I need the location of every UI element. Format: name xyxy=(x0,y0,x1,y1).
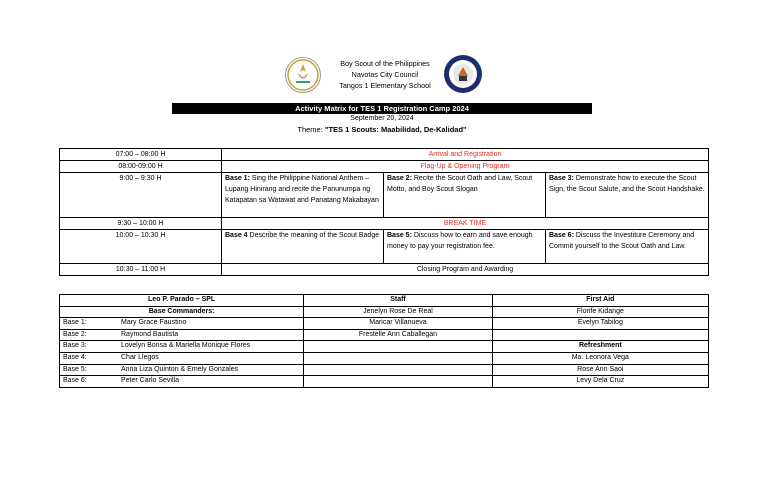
table-row xyxy=(60,318,709,330)
base6-title: Base 6: xyxy=(549,232,574,239)
base2-title: Base 2: xyxy=(387,175,412,182)
base1-cell xyxy=(222,173,384,218)
base6-text: Discuss the Investiture Ceremony and Commit yourself to the Scout Oath and Law. xyxy=(549,232,695,250)
refreshment-heading: Refreshment xyxy=(492,341,708,353)
table-row xyxy=(60,161,709,173)
base-label: Base 1: xyxy=(63,319,87,327)
event-date: September 20, 2024 xyxy=(350,115,414,122)
table-row xyxy=(60,173,709,218)
commander-name: Anna Liza Quinton & Emely Gonzales xyxy=(121,365,239,373)
base-label: Base 4: xyxy=(63,353,87,361)
table-row xyxy=(60,306,709,318)
theme-line xyxy=(172,125,592,134)
base4-text: Describe the meaning of the Scout Badge xyxy=(247,232,380,239)
table-row xyxy=(60,329,709,341)
refreshment-name: Ma. Leonora Vega xyxy=(492,352,708,364)
empty-cell xyxy=(304,376,492,388)
schedule-table xyxy=(59,148,709,276)
base-label: Base 3: xyxy=(63,342,87,350)
activity-cell: Flag-Up & Opening Program xyxy=(222,161,709,173)
base2-text: Recite the Scout Oath and Law, Scout Motto, and Boy Scout Slogan xyxy=(387,175,533,193)
staff-name: Jenelyn Rose De Real xyxy=(304,306,492,318)
refreshment-name: Levy Dela Cruz xyxy=(492,376,708,388)
time-cell: 9:00 – 9:30 H xyxy=(60,173,222,218)
staff-table xyxy=(59,294,709,388)
base-commander xyxy=(60,364,304,376)
table-row xyxy=(60,218,709,230)
activity-cell: Arrival and Registration xyxy=(222,149,709,161)
empty-cell xyxy=(492,329,708,341)
table-row xyxy=(60,352,709,364)
school-name: Tangos 1 Elementary School xyxy=(339,81,431,90)
table-row xyxy=(60,376,709,388)
activity-cell: BREAK TIME xyxy=(222,218,709,230)
commanders-heading: Base Commanders: xyxy=(60,306,304,318)
base4-cell xyxy=(222,230,384,264)
staff-name: Frestelle Ann Caballegan xyxy=(304,329,492,341)
time-cell: 10:30 – 11:00 H xyxy=(60,264,222,276)
table-row xyxy=(60,295,709,307)
base3-text: Demonstrate how to execute the Scout Sign, the Scout Salute, and the Scout Handshake. xyxy=(549,175,705,193)
base-label: Base 5: xyxy=(63,365,87,373)
base-commander xyxy=(60,329,304,341)
base5-cell xyxy=(384,230,546,264)
commander-name: Mary Grace Faustino xyxy=(121,319,187,327)
time-cell: 07:00 – 08:00 H xyxy=(60,149,222,161)
base-label: Base 6: xyxy=(63,377,87,385)
base5-title: Base 5: xyxy=(387,232,412,239)
table-row xyxy=(60,149,709,161)
table-row xyxy=(60,264,709,276)
time-cell: 08:00-09:00 H xyxy=(60,161,222,173)
firstaid-name: Evelyn Tabilog xyxy=(492,318,708,330)
time-cell: 9:30 – 10:00 H xyxy=(60,218,222,230)
base3-cell xyxy=(546,173,709,218)
council-name: Navotas City Council xyxy=(351,70,419,79)
table-row xyxy=(60,341,709,353)
firstaid-name: Florife Kidange xyxy=(492,306,708,318)
staff-name: Maricar Villanueva xyxy=(304,318,492,330)
firstaid-heading: First Aid xyxy=(492,295,708,307)
base-commander xyxy=(60,376,304,388)
theme-label: Theme: xyxy=(297,125,323,134)
base3-title: Base 3: xyxy=(549,175,574,182)
page-title: Activity Matrix for TES 1 Registration Camp 2024 xyxy=(172,103,592,114)
base2-cell xyxy=(384,173,546,218)
commander-name: Peter Carlo Sevilla xyxy=(121,377,179,385)
base1-title: Base 1: xyxy=(225,175,250,182)
commander-name: Lovelyn Bonsa & Mariella Monique Flores xyxy=(121,342,251,350)
activity-cell: Closing Program and Awarding xyxy=(222,264,709,276)
empty-cell xyxy=(304,341,492,353)
base4-title: Base 4 xyxy=(225,232,248,239)
commander-name: Char Llegos xyxy=(121,353,159,361)
table-row xyxy=(60,364,709,376)
table-row xyxy=(60,230,709,264)
commander-name: Raymond Bautista xyxy=(121,330,179,338)
base6-cell xyxy=(546,230,709,264)
base-commander xyxy=(60,352,304,364)
refreshment-name: Rose Ann Saoi xyxy=(492,364,708,376)
time-cell: 10:00 – 10:30 H xyxy=(60,230,222,264)
base1-text: Sing the Philippine National Anthem – Lupang Hinirang and recite the Panunumpa ng Katapatan sa Watawat and Panatang Makabayan xyxy=(225,175,379,204)
base5-text: Discuss how to earn and save enough money to pay your registration fee. xyxy=(387,232,533,250)
base-label: Base 2: xyxy=(63,330,87,338)
staff-heading: Staff xyxy=(304,295,492,307)
base-commander xyxy=(60,318,304,330)
theme-value: "TES 1 Scouts: Maabilidad, De-Kalidad" xyxy=(324,125,467,134)
base-commander xyxy=(60,341,304,353)
spl-name: Leo P. Parado – SPL xyxy=(60,295,304,307)
empty-cell xyxy=(304,352,492,364)
empty-cell xyxy=(304,364,492,376)
org-name: Boy Scout of the Philippines xyxy=(340,59,430,68)
